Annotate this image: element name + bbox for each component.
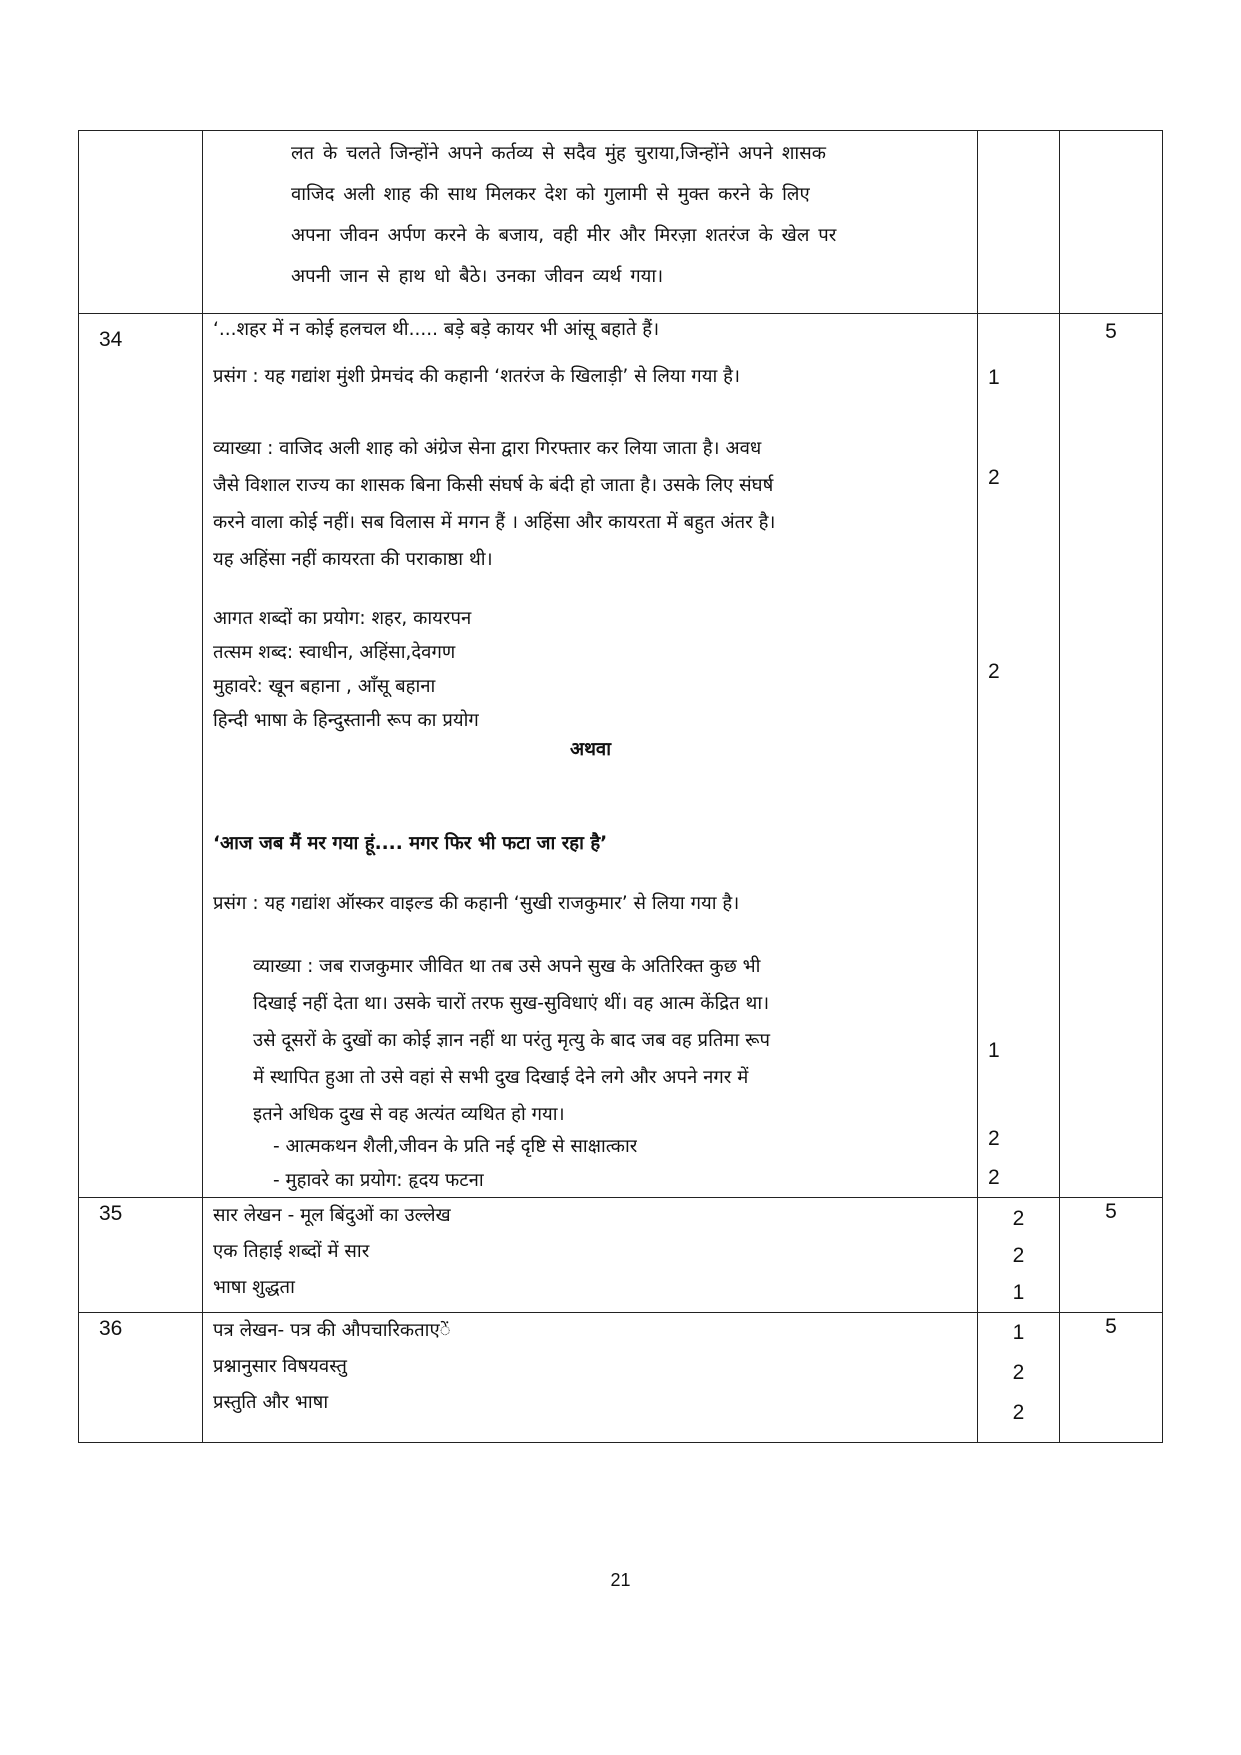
- q36-marks: [978, 1313, 1059, 1433]
- text-line: भाषा शुद्धता: [213, 1277, 295, 1298]
- text-line: एक तिहाई शब्दों में सार: [213, 1241, 370, 1262]
- text-line: प्रस्तुति और भाषा: [213, 1392, 329, 1413]
- table-row-continued: [79, 131, 1163, 314]
- q35-answer: [203, 1198, 977, 1306]
- marking-scheme-table: [78, 130, 1163, 1443]
- mark-value: 2: [1012, 1207, 1025, 1230]
- text-line: अपना जीवन अर्पण करने के बजाय, वही मीर और मिरज़ा शतरंज के खेल पर: [291, 225, 837, 246]
- marks-cell: [978, 131, 1060, 314]
- question-number-cell: [79, 1198, 203, 1313]
- question-number: 36: [99, 1317, 123, 1340]
- text-line: करने वाला कोई नहीं। सब विलास में मगन हैं । अहिंसा और कायरता में बहुत अंतर है।: [213, 512, 776, 533]
- q35-marks: [978, 1198, 1059, 1311]
- marks-cell: [978, 1198, 1060, 1313]
- table-row-q35: [79, 1198, 1163, 1313]
- total-marks: 5: [1105, 1200, 1117, 1223]
- mark-value: 2: [1012, 1361, 1025, 1384]
- table-row-q36: [79, 1313, 1163, 1443]
- text-line: उसे दूसरों के दुखों का कोई ज्ञान नहीं था परंतु मृत्यु के बाद जब वह प्रतिमा रूप: [253, 1030, 771, 1051]
- continued-answer-text: [203, 131, 977, 305]
- mark-value: 2: [1012, 1244, 1025, 1267]
- answer-cell: [203, 1198, 978, 1313]
- text-line: पत्र लेखन- पत्र की औपचारिकताएें: [213, 1320, 451, 1341]
- table-row-q34: [79, 314, 1163, 1198]
- text-line: प्रश्नानुसार विषयवस्तु: [213, 1356, 347, 1377]
- quote-line: ‘...शहर में न कोई हलचल थी..... बड़े बड़े कायर भी आंसू बहाते हैं।: [213, 319, 660, 340]
- athva-heading: अथवा: [569, 739, 612, 760]
- alt-prasang-line: प्रसंग : यह गद्यांश ऑस्कर वाइल्ड की कहानी ‘सुखी राजकुमार’ से लिया गया है।: [213, 893, 740, 914]
- question-number-cell: [79, 1313, 203, 1443]
- mark-value: 2: [988, 660, 1000, 683]
- total-marks: 5: [1105, 320, 1117, 343]
- alt-points-block: [273, 1130, 637, 1198]
- page-number: 21: [610, 1570, 631, 1590]
- q34-marks: [978, 314, 1059, 1197]
- text-line: तत्सम शब्द: स्वाधीन, अहिंसा,देवगण: [213, 642, 456, 663]
- points-block: [213, 602, 479, 738]
- text-line: हिन्दी भाषा के हिन्दुस्तानी रूप का प्रयोग: [213, 710, 479, 731]
- prasang-line: प्रसंग : यह गद्यांश मुंशी प्रेमचंद की कहानी ‘शतरंज के खिलाड़ी’ से लिया गया है।: [213, 366, 740, 387]
- question-number: 34: [99, 328, 123, 351]
- mark-value: 2: [988, 466, 1000, 489]
- total-cell: [1060, 1198, 1163, 1313]
- text-line: - आत्मकथन शैली,जीवन के प्रति नई दृष्टि से साक्षात्कार: [273, 1136, 638, 1157]
- total-cell: [1060, 1313, 1163, 1443]
- text-line: दिखाई नहीं देता था। उसके चारों तरफ सुख-सुविधाएं थीं। वह आत्म केंद्रित था।: [253, 993, 770, 1014]
- text-line: यह अहिंसा नहीं कायरता की पराकाष्ठा थी।: [213, 549, 493, 570]
- text-line: व्याख्या : जब राजकुमार जीवित था तब उसे अपने सुख के अतिरिक्त कुछ भी: [253, 956, 761, 977]
- text-line: सार लेखन - मूल बिंदुओं का उल्लेख: [213, 1205, 451, 1226]
- text-line: वाजिद अली शाह की साथ मिलकर देश को गुलामी से मुक्त करने के लिए: [291, 184, 810, 205]
- text-line: व्याख्या : वाजिद अली शाह को अंग्रेज सेना द्वारा गिरफ्तार कर लिया जाता है। अवध: [213, 438, 762, 459]
- marks-cell: [978, 1313, 1060, 1443]
- total-marks: 5: [1105, 1315, 1117, 1338]
- text-line: आगत शब्दों का प्रयोग: शहर, कायरपन: [213, 608, 472, 629]
- mark-value: 1: [988, 1039, 1000, 1062]
- alt-vyakhya-block: [253, 948, 965, 1133]
- question-number: 35: [99, 1202, 123, 1225]
- mark-value: 2: [988, 1127, 1000, 1150]
- answer-cell: [203, 1313, 978, 1443]
- text-line: इतने अधिक दुख से वह अत्यंत व्यथित हो गया।: [253, 1104, 565, 1125]
- mark-value: 1: [1012, 1281, 1025, 1304]
- total-cell: [1060, 131, 1163, 314]
- vyakhya-block: [213, 430, 965, 578]
- text-line: - मुहावरे का प्रयोग: हृदय फटना: [273, 1170, 484, 1191]
- q36-answer: [203, 1313, 977, 1421]
- alt-quote-line: ‘आज जब मैं मर गया हूं.... मगर फिर भी फटा जा रहा है’: [213, 833, 608, 854]
- text-line: में स्थापित हुआ तो उसे वहां से सभी दुख दिखाई देने लगे और अपने नगर में: [253, 1067, 749, 1088]
- mark-value: 1: [988, 366, 1000, 389]
- answer-cell: [203, 314, 978, 1198]
- text-line: मुहावरे: खून बहाना , आँसू बहाना: [213, 676, 436, 697]
- mark-value: 2: [988, 1166, 1000, 1189]
- text-line: लत के चलते जिन्होंने अपने कर्तव्य से सदैव मुंह चुराया,जिन्होंने अपने शासक: [291, 143, 826, 164]
- marks-cell: [978, 314, 1060, 1198]
- q34-answer: [203, 314, 977, 1197]
- answer-cell: [203, 131, 978, 314]
- question-number-cell: [79, 314, 203, 1198]
- question-number-cell: [79, 131, 203, 314]
- text-line: जैसे विशाल राज्य का शासक बिना किसी संघर्ष के बंदी हो जाता है। उसके लिए संघर्ष: [213, 475, 774, 496]
- mark-value: 2: [1012, 1401, 1025, 1424]
- total-cell: [1060, 314, 1163, 1198]
- mark-value: 1: [1012, 1321, 1025, 1344]
- text-line: अपनी जान से हाथ धो बैठे। उनका जीवन व्यर्थ गया।: [291, 266, 664, 287]
